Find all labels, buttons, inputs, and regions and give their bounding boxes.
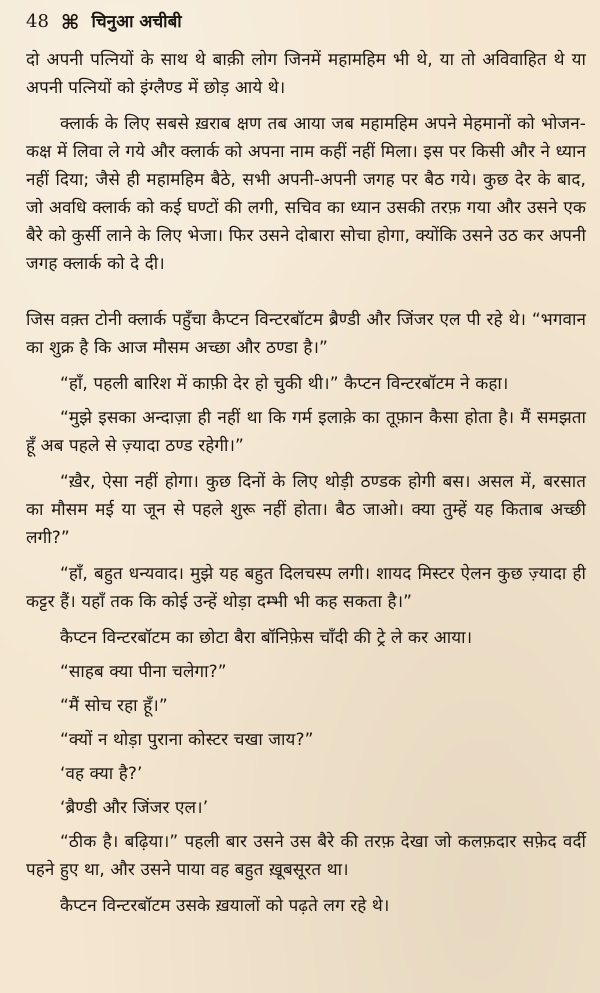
paragraph: क्लार्क के लिए सबसे ख़राब क्षण तब आया जब महामहिम अपने मेहमानों को भोजन-कक्ष में लिवा ले गये और क्लार्क को अपना नाम कहीं नहीं मिला। इस पर किसी और ने ध्यान नहीं दिया; जैसे ही महामहिम बैठे, सभी अपनी-अपनी जगह पर बैठ गये। कुछ देर के बाद, जो अवधि क्लार्क को कई घण्टों की लगी, सचिव का ध्यान उसकी तरफ़ गया और उसने एक बैरे को कुर्सी लाने के लिए भेजा। फिर उसने दोबारा सोचा होगा, क्योंकि उसने उठ कर अपनी जगह क्लार्क को दे दी।	[26, 114, 586, 274]
section-break	[26, 286, 586, 306]
paragraph: “क्यों न थोड़ा पुराना कोस्टर चखा जाय?”	[60, 730, 314, 750]
ornament-icon: ⌘	[60, 10, 80, 34]
page-body	[26, 46, 586, 928]
paragraph: ‘ब्रैण्डी और जिंजर एल।’	[60, 798, 209, 818]
page-header	[26, 10, 182, 34]
paragraph: “हाँ, बहुत धन्यवाद। मुझे यह बहुत दिलचस्प लगी। शायद मिस्टर ऐलन कुछ ज़्यादा ही कट्टर हैं। यहाँ तक कि कोई उन्हें थोड़ा दम्भी भी कह सकता है।”	[26, 564, 586, 612]
paragraph: “ठीक है। बढ़िया।” पहली बार उसने उस बैरे की तरफ़ देखा जो कलफ़दार सफ़ेद वर्दी पहने हुए था, और उसने पाया वह बहुत ख़ूबसूरत था।	[26, 832, 586, 880]
paragraph: दो अपनी पत्नियों के साथ थे बाक़ी लोग जिनमें महामहिम भी थे, या तो अविवाहित थे या अपनी पत्नियों को इंग्लैण्ड में छोड़ आये थे।	[26, 50, 586, 98]
paragraph: ‘वह क्या है?’	[60, 764, 143, 784]
paragraph: “साहब क्या पीना चलेगा?”	[60, 662, 227, 682]
paragraph: “मुझे इसका अन्दाज़ा ही नहीं था कि गर्म इलाक़े का तूफ़ान कैसा होता है। मैं समझता हूँ अब पहले से ज़्यादा ठण्ड रहेगी।”	[26, 408, 586, 456]
paragraph: कैप्टन विन्टरबॉटम उसके ख़यालों को पढ़ते लग रहे थे।	[60, 896, 390, 916]
paragraph: “हाँ, पहली बारिश में काफ़ी देर हो चुकी थी।” कैप्टन विन्टरबॉटम ने कहा।	[60, 374, 509, 394]
paragraph: “ख़ैर, ऐसा नहीं होगा। कुछ दिनों के लिए थोड़ी ठण्डक होगी बस। असल में, बरसात का मौसम मई या जून से पहले शुरू नहीं होता। बैठ जाओ। क्या तुम्हें यह किताब अच्छी लगी?”	[26, 472, 586, 548]
page-number: 48	[26, 11, 49, 32]
paragraph: “मैं सोच रहा हूँ।”	[60, 696, 168, 716]
book-title: चिनुआ अचीबी	[91, 12, 182, 32]
paragraph: कैप्टन विन्टरबॉटम का छोटा बैरा बॉनिफ़ेस चाँदी की ट्रे ले कर आया।	[60, 628, 473, 648]
paragraph: जिस वक़्त टोनी क्लार्क पहुँचा कैप्टन विन्टरबॉटम ब्रैण्डी और जिंजर एल पी रहे थे। “भगवान का शुक्र है कि आज मौसम अच्छा और ठण्डा है।”	[26, 310, 586, 358]
